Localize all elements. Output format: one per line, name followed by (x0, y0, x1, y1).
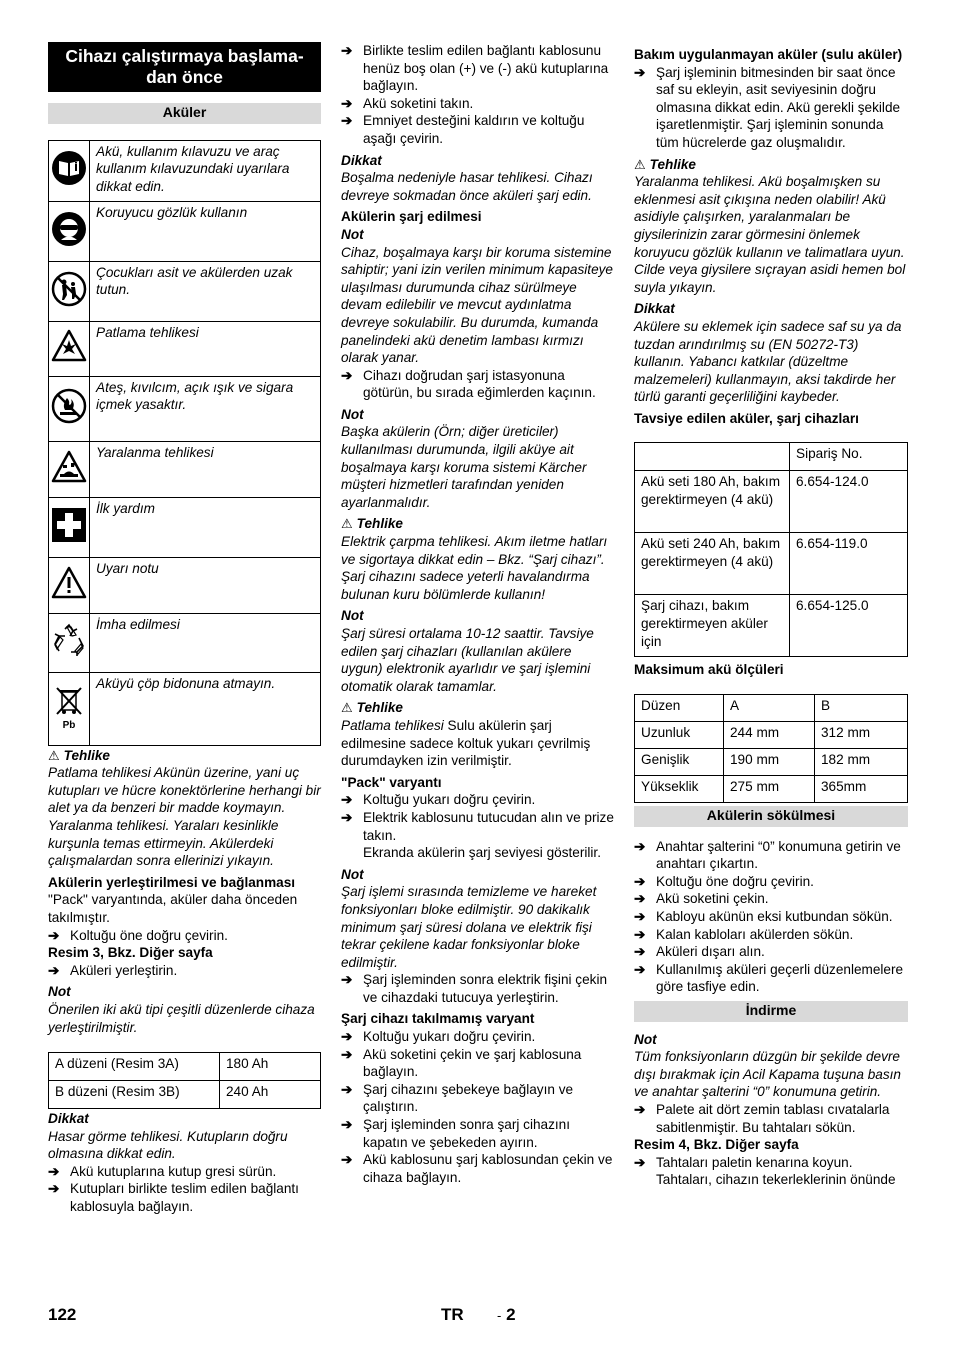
danger-label: ⚠ Tehlike (48, 747, 110, 763)
list-item: ➔ Akü kutuplarına kutup gresi sürün. (48, 1163, 277, 1179)
note-label: Not (634, 1031, 657, 1047)
list-item: ➔ Anahtar şalterini “0” konumuna getirin ve anahtarı çıkartın. (634, 838, 901, 872)
list-item: ➔ Aküleri dışarı alın. (634, 944, 765, 960)
list-item: ➔ Akü soketini takın. (341, 95, 474, 111)
symbol-row (49, 321, 321, 376)
table-row: Düzen A B (635, 695, 908, 722)
page-sub: - 2 (497, 1305, 516, 1324)
danger-label: ⚠ Tehlike (341, 700, 403, 716)
no-trash-bin-icon (49, 672, 90, 745)
list-item: ➔ Akü soketini çekin ve şarj kablosuna bağlayın. (341, 1046, 582, 1080)
table-row: Şarj cihazı, bakım gerektirmeyen aküler için 6.654-125.0 (635, 595, 908, 657)
note-text: Başka akülerin (Örn; diğer üreticiler) kullanılması durumunda, ilgili aküye ait boşalmaya karşı koruma sistemi Kärcher müşteri hizmetleri tarafından yeniden ayarlanmalıdır. (341, 424, 587, 510)
note-label: Not (341, 226, 364, 242)
warning-icon (49, 557, 90, 613)
table-row: Genişlik 190 mm 182 mm (635, 749, 908, 776)
caution-text: Boşalma nedeniyle hasar tehlikesi. Cihazı devreye sokmadan önce aküleri şarj edin. (341, 170, 593, 203)
symbol-row (49, 672, 321, 745)
page-number: 122 (48, 1305, 77, 1324)
dimensions-table (634, 694, 908, 803)
list-item: ➔ Palete ait dört zemin tablası cıvatalarla sabitlenmiştir. Bu tahtaları sökün. (634, 1101, 890, 1135)
manual-book-icon (49, 140, 90, 201)
install-heading: Akülerin yerleştirilmesi ve bağlanması (48, 874, 296, 890)
section-heading-removal: Akülerin sökülmesi (634, 806, 908, 827)
caution-label: Dikkat (341, 152, 382, 168)
layout-table (48, 1052, 321, 1109)
list-item: ➔ Koltuğu yukarı doğru çevirin. (341, 1029, 536, 1045)
symbol-text: Çocukları asit ve akülerden uzak tutun. (90, 261, 321, 321)
list-item: ➔ Şarj işleminden sonra elektrik fişini çekin ve cihazdaki tutucuya yerleştirin. (341, 972, 608, 1005)
note-text: Cihaz, boşalmaya karşı bir koruma sistemine sahiptir; yani izin verilen minimum kapasiteye ulaşılması durumunda cihaz sürülmeye devam edilebilir ve mevcut aydınlatma devreye sokulabilir. Bu durumda, kumanda panelindeki akü denetim lambası kırmızı olarak yanar. (341, 244, 613, 366)
list-item: ➔ Şarj işleminin bitmesinden bir saat önce saf su ekleyin, asit seviyesinin doğru olmasına dikkat edin. Akü gerekli şekilde işaretlenmiştir. Şarj işleminin sonunda tüm hücrelerde gaz oluşmalıdır. (634, 64, 901, 150)
note-text: Şarj süresi ortalama 10-12 saattir. Tavsiye edilen şarj cihazları (kullanılan akülere uygun) elektronik ayarlıdır ve şarj işlemini otomatik olarak tamamlar. (341, 626, 594, 694)
caution-label: Dikkat (634, 301, 675, 317)
list-item: ➔ Birlikte teslim edilen bağlantı kablosunu henüz boş olan (+) ve (-) akü kutuplarına bağlayın. (341, 43, 609, 94)
pb-label: Pb (62, 719, 76, 731)
symbol-text: Ateş, kıvılcım, açık ışık ve sigara içmek yasaktır. (90, 376, 321, 441)
list-item: ➔ Kalan kabloları akülerden sökün. (634, 926, 854, 942)
symbol-row (49, 376, 321, 441)
pack-heading: "Pack" varyantı (341, 774, 442, 790)
caution-label: Dikkat (48, 1111, 89, 1127)
result-text: Ekranda akülerin şarj seviyesi gösterilir. (363, 845, 601, 861)
list-item: ➔ Cihazı doğrudan şarj istasyonuna götürün, bu sırada eğimlerden kaçının. (341, 367, 596, 401)
list-item: ➔ Şarj işleminden sonra şarj cihazını kapatın ve şebekeden ayırın. (341, 1117, 571, 1150)
no-fire-smoking-icon (49, 376, 90, 441)
figure-ref: Resim 3, Bkz. Diğer sayfa (48, 945, 213, 961)
caution-text: Akülere su eklemek için sadece saf su ya da tuzdan arındırılmış su (EN 50272-T3) kullanın. Yabancı katkılar (düzeltme malzemeleri) kullanmayın, aksi takdirde her türlü garanti geçerliliğini kaybeder. (634, 318, 902, 405)
symbol-text: İlk yardım (90, 497, 321, 557)
danger-text: Patlama tehlikesi Akünün üzerine, yani uç kutupları ve hücre konektörlerine herhangi bir alet ya da benzeri bir madde koymayın. Yaralanma tehlikesi. Yaraları kesinlikle kurşunla temas ettirmeyin. Akülerdeki çalışmalardan sonra ellerinizi yıkayın. (48, 765, 321, 869)
page-title: Cihazı çalıştırmaya başlama-dan önce (48, 42, 321, 92)
symbol-text: Uyarı notu (90, 557, 321, 613)
danger-text: Patlama tehlikesi Sulu akülerin şarj edilmesine sadece koltuk yukarı çevrilmiş durumdayken izin verilmiştir. (341, 717, 591, 769)
symbol-row (49, 441, 321, 497)
note-label: Not (341, 866, 364, 882)
warning-triangle-icon: ⚠ (48, 747, 60, 763)
list-item: ➔ Şarj cihazını şebekeye bağlayın ve çalıştırın. (341, 1081, 574, 1115)
explosion-hazard-icon (49, 321, 90, 376)
section-heading-batteries: Aküler (48, 103, 321, 124)
column-3 (634, 42, 908, 1189)
warning-triangle-icon: ⚠ (341, 700, 353, 716)
table-row: Uzunluk 244 mm 312 mm (635, 722, 908, 749)
note-label: Not (48, 984, 71, 1000)
list-item: ➔ Emniyet desteğini kaldırın ve koltuğu aşağı çevirin. (341, 113, 585, 146)
column-1 (48, 42, 321, 1216)
symbol-text: Patlama tehlikesi (90, 321, 321, 376)
charge-heading: Akülerin şarj edilmesi (341, 209, 482, 225)
symbol-row (49, 613, 321, 672)
list-item: ➔ Kullanılmış aküleri geçerli düzenlemelere göre tasfiye edin. (634, 961, 904, 995)
note-label: Not (341, 608, 364, 624)
symbol-row (49, 140, 321, 201)
first-aid-icon (49, 497, 90, 557)
list-item: ➔ Kabloyu akünün eksi kutbundan sökün. (634, 909, 893, 925)
column-2 (341, 42, 614, 1186)
symbol-text: Aküyü çöp bidonuna atmayın. (90, 672, 321, 745)
symbol-text: Akü, kullanım kılavuzu ve araç kullanım kılavuzundaki uyarılara dikkat edin. (90, 140, 321, 201)
list-item: ➔ Aküleri yerleştirin. (48, 962, 178, 978)
language-code: TR (441, 1305, 464, 1324)
list-item: ➔ Elektrik kablosunu tutucudan alın ve prize takın. (341, 809, 614, 843)
list-item: ➔ Akü soketini çekin. (634, 891, 769, 907)
table-row: Akü seti 240 Ah, bakım gerektirmeyen (4 akü) 6.654-119.0 (635, 533, 908, 595)
table-row: B düzeni (Resim 3B) 240 Ah (49, 1081, 321, 1109)
figure-ref: Resim 4, Bkz. Diğer sayfa (634, 1137, 799, 1153)
danger-text: Elektrik çarpma tehlikesi. Akım iletme hatları ve sigortaya dikkat edin – Bkz. “Şarj cihazı”. Şarj cihazını sadece yeterli havalandırma bulunan kuru bölümlerde kullanın! (341, 534, 608, 602)
note-label: Not (341, 406, 364, 422)
list-item: ➔ Kutupları birlikte teslim edilen bağlantı kablosuyla bağlayın. (48, 1181, 299, 1215)
symbol-table (48, 140, 321, 746)
symbol-row (49, 261, 321, 321)
symbol-text: İmha edilmesi (90, 613, 321, 672)
recommended-heading: Tavsiye edilen aküler, şarj cihazları (634, 410, 859, 426)
caution-text: Hasar görme tehlikesi. Kutupların doğru olmasına dikkat edin. (48, 1128, 288, 1162)
list-item: ➔ Koltuğu öne doğru çevirin. (634, 873, 814, 889)
danger-text: Yaralanma tehlikesi. Akü boşalmışken su eklenmesi asit çıkışına neden olabilir! Akü asidiyle çalışırken, yaralanmaları be giysilerinizin zarar görmesini önlemek koruyucu gözlük kullanın ve talimatlara uyun. Cilde veya giysilere sıçrayan asidi hemen bol suyla yıkayın. (634, 174, 906, 295)
list-item: ➔ Koltuğu yukarı doğru çevirin. (341, 792, 536, 808)
table-row: A düzeni (Resim 3A) 180 Ah (49, 1053, 321, 1081)
warning-triangle-icon: ⚠ (341, 516, 353, 532)
list-item: ➔ Koltuğu öne doğru çevirin. (48, 927, 228, 943)
symbol-text: Yaralanma tehlikesi (90, 441, 321, 497)
keep-children-away-icon (49, 261, 90, 321)
dimensions-heading: Maksimum akü ölçüleri (634, 662, 784, 678)
symbol-row (49, 557, 321, 613)
maint-heading: Bakım uygulanmayan aküler (sulu aküler) (634, 47, 903, 62)
symbol-row (49, 201, 321, 261)
corrosive-injury-icon (49, 441, 90, 497)
recycling-icon (49, 613, 90, 672)
list-item: ➔ Tahtaları paletin kenarına koyun. Tahtaları, cihazın tekerleklerinin önünde (634, 1154, 896, 1188)
note-text: Tüm fonksiyonların düzgün bir şekilde devre dışı bırakmak için Acil Kapama tuşuna basın ve anahtar şalterini “0” konumuna getirin. (634, 1049, 901, 1100)
eye-protection-icon (49, 201, 90, 261)
table-row: Akü seti 180 Ah, bakım gerektirmeyen (4 akü) 6.654-124.0 (635, 471, 908, 533)
warning-triangle-icon: ⚠ (634, 156, 646, 172)
section-heading-unloading: İndirme (634, 1001, 908, 1022)
nocharger-heading: Şarj cihazı takılmamış varyant (341, 1011, 535, 1027)
recommended-table (634, 442, 908, 657)
note-text: Şarj işlemi sırasında temizleme ve hareket fonksiyonları bloke edilmiştir. 90 dakikalık minimum şarj süresi dolana ve elektrik fişi tekrar çekilene kadar fonksiyonlar bloke edilmiştir. (341, 884, 597, 970)
danger-label: ⚠ Tehlike (341, 516, 403, 532)
install-text: "Pack" varyantında, aküler daha önceden takılmıştır. (48, 892, 298, 925)
list-item: ➔ Akü kablosunu şarj kablosundan çekin ve cihaza bağlayın. (341, 1152, 613, 1185)
danger-label: ⚠ Tehlike (634, 156, 696, 172)
note-text: Önerilen iki akü tipi çeşitli düzenlerde cihaza yerleştirilmiştir. (48, 1001, 315, 1035)
table-header-row: Sipariş No. (635, 443, 908, 471)
symbol-row (49, 497, 321, 557)
symbol-text: Koruyucu gözlük kullanın (90, 201, 321, 261)
table-row: Yükseklik 275 mm 365mm (635, 776, 908, 803)
